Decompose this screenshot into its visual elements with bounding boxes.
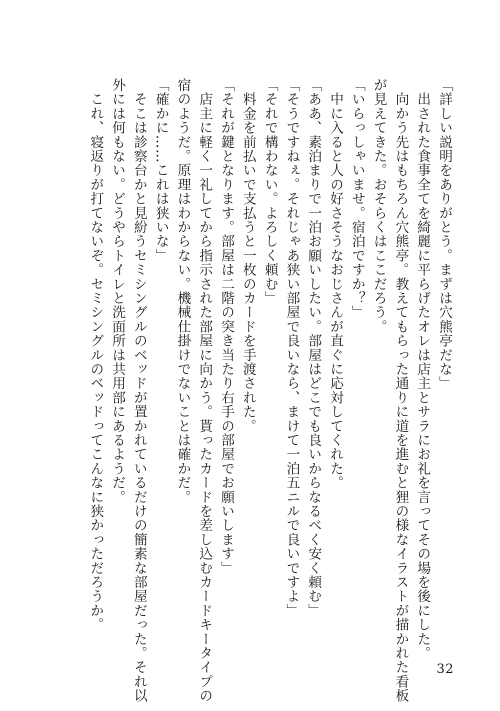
text-line: これ、寝返りが打てないぞ。セミシングルのベッドってこんなに狭かっただろうか。 bbox=[87, 78, 104, 632]
text-line: 宿のようだ。原理はわからない。機械仕掛けでないことは確かだ。 bbox=[174, 78, 191, 504]
text-line: 中に入ると人の好さそうなおじさんが直ぐに応対してくれた。 bbox=[327, 78, 344, 490]
text-line: 店主に軽く一礼してから指示された部屋に向かう。貰ったカードを差し込むカードキータイプの bbox=[196, 78, 213, 703]
text-line: 出された食事全てを綺麗に平らげたオレは店主とサラにお礼を言ってその場を後にした。 bbox=[414, 78, 431, 661]
text-line: 「そうですねぇ。それじゃあ狭い部屋で良いなら、まけて一泊五ニルで良いですよ」 bbox=[283, 78, 300, 618]
text-line: 向かう先はもちろん穴熊亭。教えてもらった通りに道を進むと狸の様なイラストが描かれた看板 bbox=[392, 78, 409, 703]
text-line: 「確かに……これは狭いな」 bbox=[152, 78, 169, 263]
text-line: が見えてきた。おそらくはここだろう。 bbox=[370, 78, 387, 334]
text-line: 外には何もない。どうやらトイレと洗面所は共用部にあるようだ。 bbox=[109, 78, 126, 504]
text-line: 「それで構わない。よろしく頼む」 bbox=[261, 78, 278, 306]
text-line: 「ああ、素泊まりで一泊お願いしたい。部屋はどこでも良いからなるべく安く頼む」 bbox=[305, 78, 322, 618]
text-line: そこは診察台かと見紛うセミシングルのベッドが置かれているだけの簡素な部屋だった。それ以 bbox=[130, 78, 147, 703]
text-line: 「それが鍵となります。部屋は二階の突き当たり右手の部屋でお願いします」 bbox=[218, 78, 235, 575]
page-number: 32 bbox=[436, 662, 454, 677]
text-line: 料金を前払いで支払うと一枚のカードを手渡された。 bbox=[239, 78, 256, 433]
text-line: 「いらっしゃいませ。宿泊ですか？」 bbox=[348, 78, 365, 320]
text-line: 「詳しい説明をありがとう。まずは穴熊亭だな」 bbox=[436, 78, 452, 391]
